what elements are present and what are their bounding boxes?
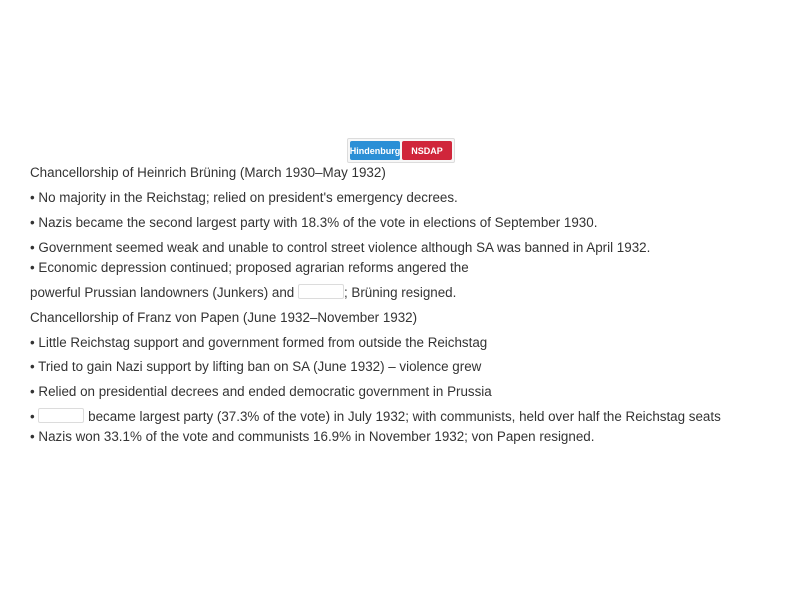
text-fragment: • — [30, 409, 39, 424]
bullet-line-with-blank — [30, 284, 456, 301]
bullet-line: • Nazis won 33.1% of the vote and communists 16.9% in November 1932; von Papen resigned. — [30, 429, 595, 444]
text-fragment: became largest party (37.3% of the vote) in July 1932; with communists, held over half the Reichstag seats — [84, 409, 721, 424]
answer-blank-2[interactable] — [38, 408, 84, 423]
bullet-line-with-blank — [30, 408, 721, 425]
section-heading-papen: Chancellorship of Franz von Papen (June 1932–November 1932) — [30, 310, 418, 325]
section-heading-bruning: Chancellorship of Heinrich Brüning (March 1930–May 1932) — [30, 165, 386, 180]
text-fragment: powerful Prussian landowners (Junkers) and — [30, 285, 298, 300]
word-chip-nsdap[interactable]: NSDAP — [402, 141, 452, 160]
text-fragment: ; Brüning resigned. — [343, 285, 457, 300]
bullet-line: • Economic depression continued; proposed agrarian reforms angered the — [30, 260, 469, 275]
bullet-line: • Little Reichstag support and government formed from outside the Reichstag — [30, 335, 488, 350]
bullet-line: • Government seemed weak and unable to control street violence although SA was banned in April 1932. — [30, 240, 651, 255]
word-bank — [347, 138, 455, 163]
bullet-line: • Tried to gain Nazi support by lifting ban on SA (June 1932) – violence grew — [30, 359, 482, 374]
answer-blank-1[interactable] — [298, 284, 344, 299]
bullet-line: • Relied on presidential decrees and ended democratic government in Prussia — [30, 384, 492, 399]
bullet-line: • No majority in the Reichstag; relied on president's emergency decrees. — [30, 190, 458, 205]
bullet-line: • Nazis became the second largest party with 18.3% of the vote in elections of September 1930. — [30, 215, 598, 230]
word-chip-hindenburg[interactable]: Hindenburg — [350, 141, 400, 160]
